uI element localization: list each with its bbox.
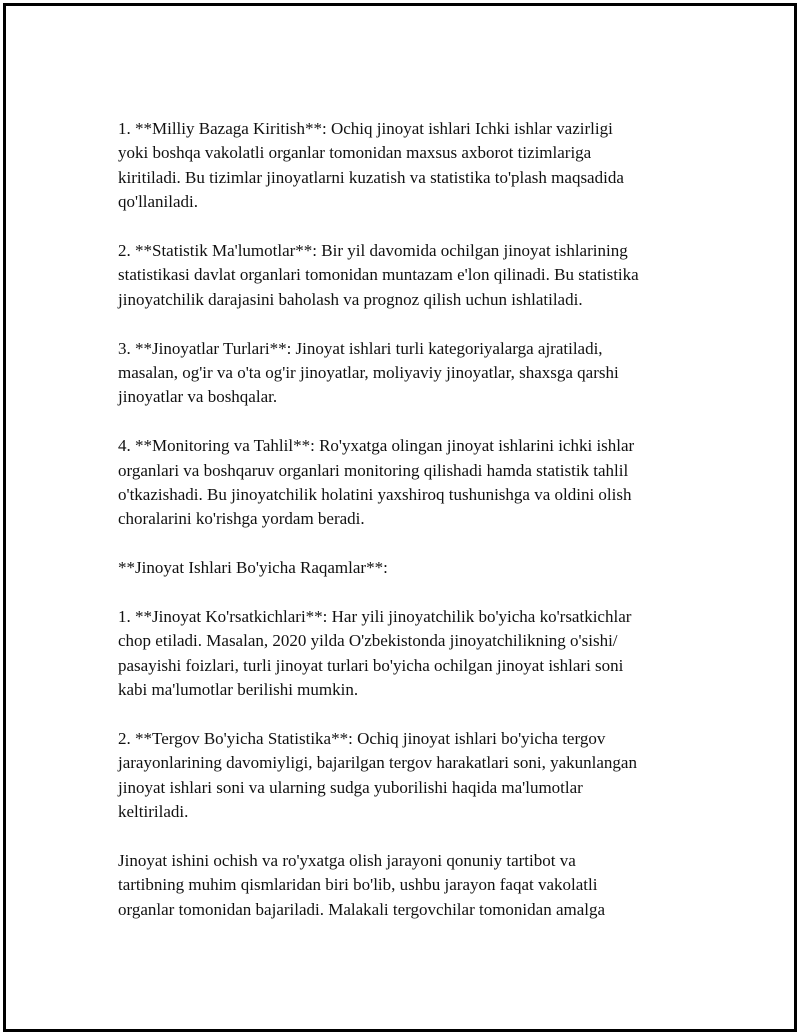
paragraph-statistik-malumotlar: 2. **Statistik Ma'lumotlar**: Bir yil davomida ochilgan jinoyat ishlarining statistikasi davlat organlari tomonidan muntazam e'lon qilinadi. Bu statistika jinoyatchilik darajasini baholash va prognoz qilish uchun ishlatiladi. <box>118 241 639 309</box>
paragraph-monitoring-va-tahlil: 4. **Monitoring va Tahlil**: Ro'yxatga olingan jinoyat ishlarini ichki ishlar organlari va boshqaruv organlari monitoring qilishadi hamda statistik tahlil o'tkazishadi. Bu jinoyatchilik holatini yaxshiroq tushunishga va oldini olish choralarini ko'rishga yordam beradi. <box>118 436 635 529</box>
paragraph-jinoyatlar-turlari: 3. **Jinoyatlar Turlari**: Jinoyat ishlari turli kategoriyalarga ajratiladi, masalan, og'ir va o'ta og'ir jinoyatlar, moliyaviy jinoyatlar, shaxsga qarshi jinoyatlar va boshqalar. <box>118 338 619 407</box>
paragraph-milliy-bazaga-kiritish: 1. **Milliy Bazaga Kiritish**: Ochiq jinoyat ishlari Ichki ishlar vazirligi yoki boshqa vakolatli organlar tomonidan maxsus axborot tizimlariga kiritiladi. Bu tizimlar jinoyatlarni kuzatish va statistika to'plash maqsadida qo'llaniladi. <box>118 119 624 212</box>
paragraph-jinoyat-korsatkichlari: 1. **Jinoyat Ko'rsatkichlari**: Har yili jinoyatchilik bo'yicha ko'rsatkichlar chop etiladi. Masalan, 2020 yilda O'zbekistonda jinoyatchilikning o'sishi/ pasayishi foizlari, turli jinoyat turlari bo'yicha ochilgan jinoyat ishlari soni kabi ma'lumotlar berilishi mumkin. <box>118 607 632 700</box>
section-heading-raqamlar: **Jinoyat Ishlari Bo'yicha Raqamlar**: <box>118 558 388 578</box>
paragraph-conclusion: Jinoyat ishini ochish va ro'yxatga olish jarayoni qonuniy tartibot va tartibning muhim qismlaridan biri bo'lib, ushbu jarayon faqat vakolatli organlar tomonidan bajariladi. Malakali tergovchilar tomonidan amalga <box>118 851 606 919</box>
document-body <box>118 117 698 922</box>
paragraph-tergov-statistika: 2. **Tergov Bo'yicha Statistika**: Ochiq jinoyat ishlari bo'yicha tergov jarayonlarining davomiyligi, bajarilgan tergov harakatlari soni, yakunlangan jinoyat ishlari soni va ularning sudga yuborilishi haqida ma'lumotlar keltiriladi. <box>118 729 637 822</box>
